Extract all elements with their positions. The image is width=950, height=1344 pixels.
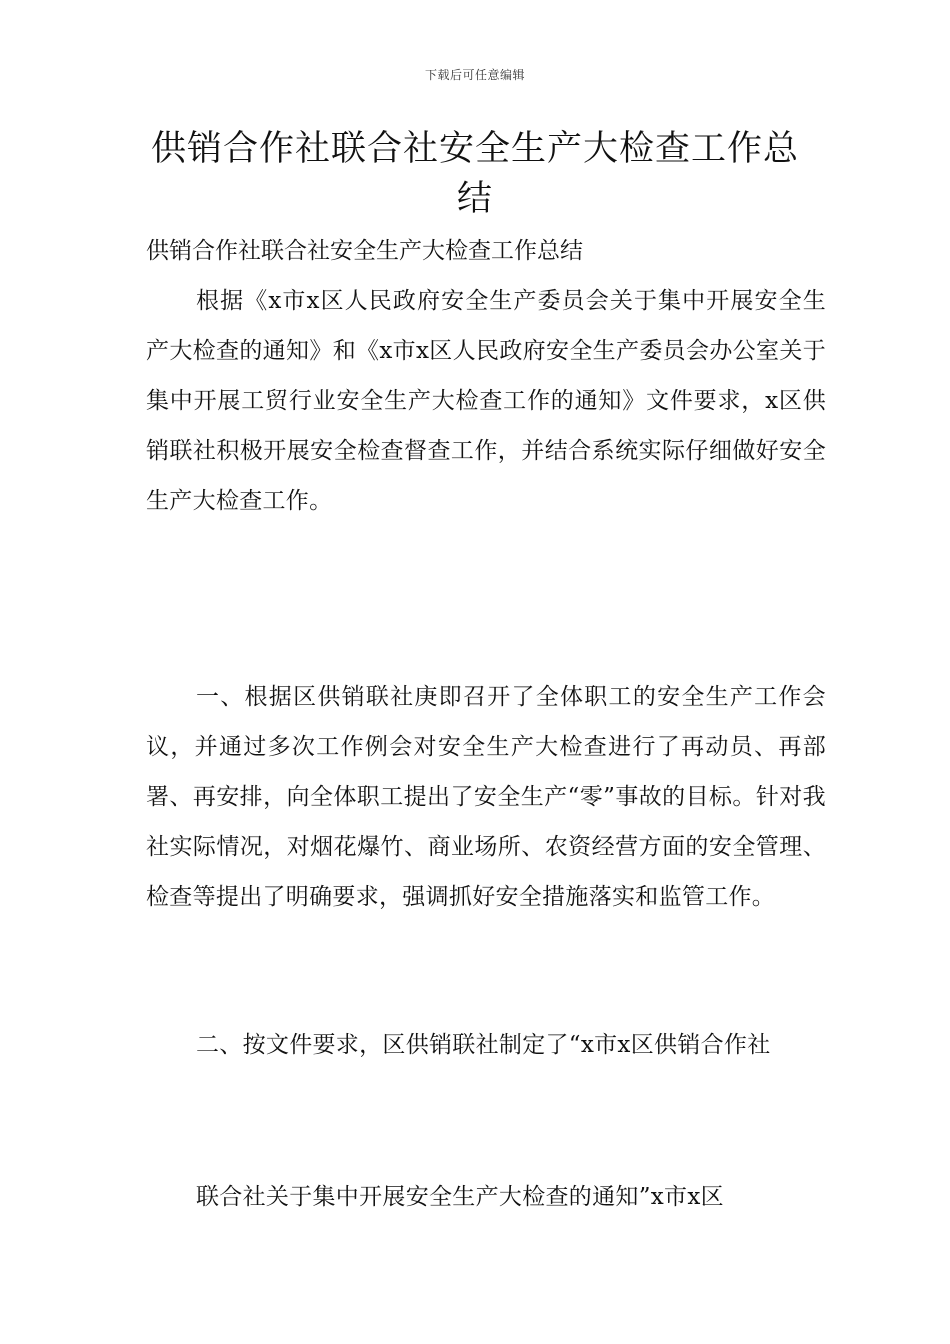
page-header-note: 下载后可任意编辑 — [424, 68, 525, 82]
paragraph-section-two: 二、按文件要求，区供销联社制定了“x市x区供销合作社 — [196, 1032, 771, 1058]
paragraph-continuation: 联合社关于集中开展安全生产大检查的通知”x市x区 — [196, 1184, 724, 1210]
paragraph-section-one: 一、根据区供销联社庚即召开了全体职工的安全生产工作会议，并通过多次工作例会对安全生产大检查进行了再动员、再部署、再安排，向全体职工提出了安全生产“零”事故的目标。针对我社实际情况，对烟花爆竹、商业场所、农资经营方面的安全管理、检查等提出了明确要求，强调抓好安全措施落实和监管工作。 — [146, 684, 826, 910]
paragraph-intro: 根据《x市x区人民政府安全生产委员会关于集中开展安全生产大检查的通知》和《x市x区人民政府安全生产委员会办公室关于集中开展工贸行业安全生产大检查工作的通知》文件要求，x区供销联社积极开展安全检查督查工作，并结合系统实际仔细做好安全生产大检查工作。 — [146, 288, 826, 514]
document-title: 供销合作社联合社安全生产大检查工作总结 — [150, 129, 799, 219]
document-subtitle: 供销合作社联合社安全生产大检查工作总结 — [146, 238, 583, 264]
